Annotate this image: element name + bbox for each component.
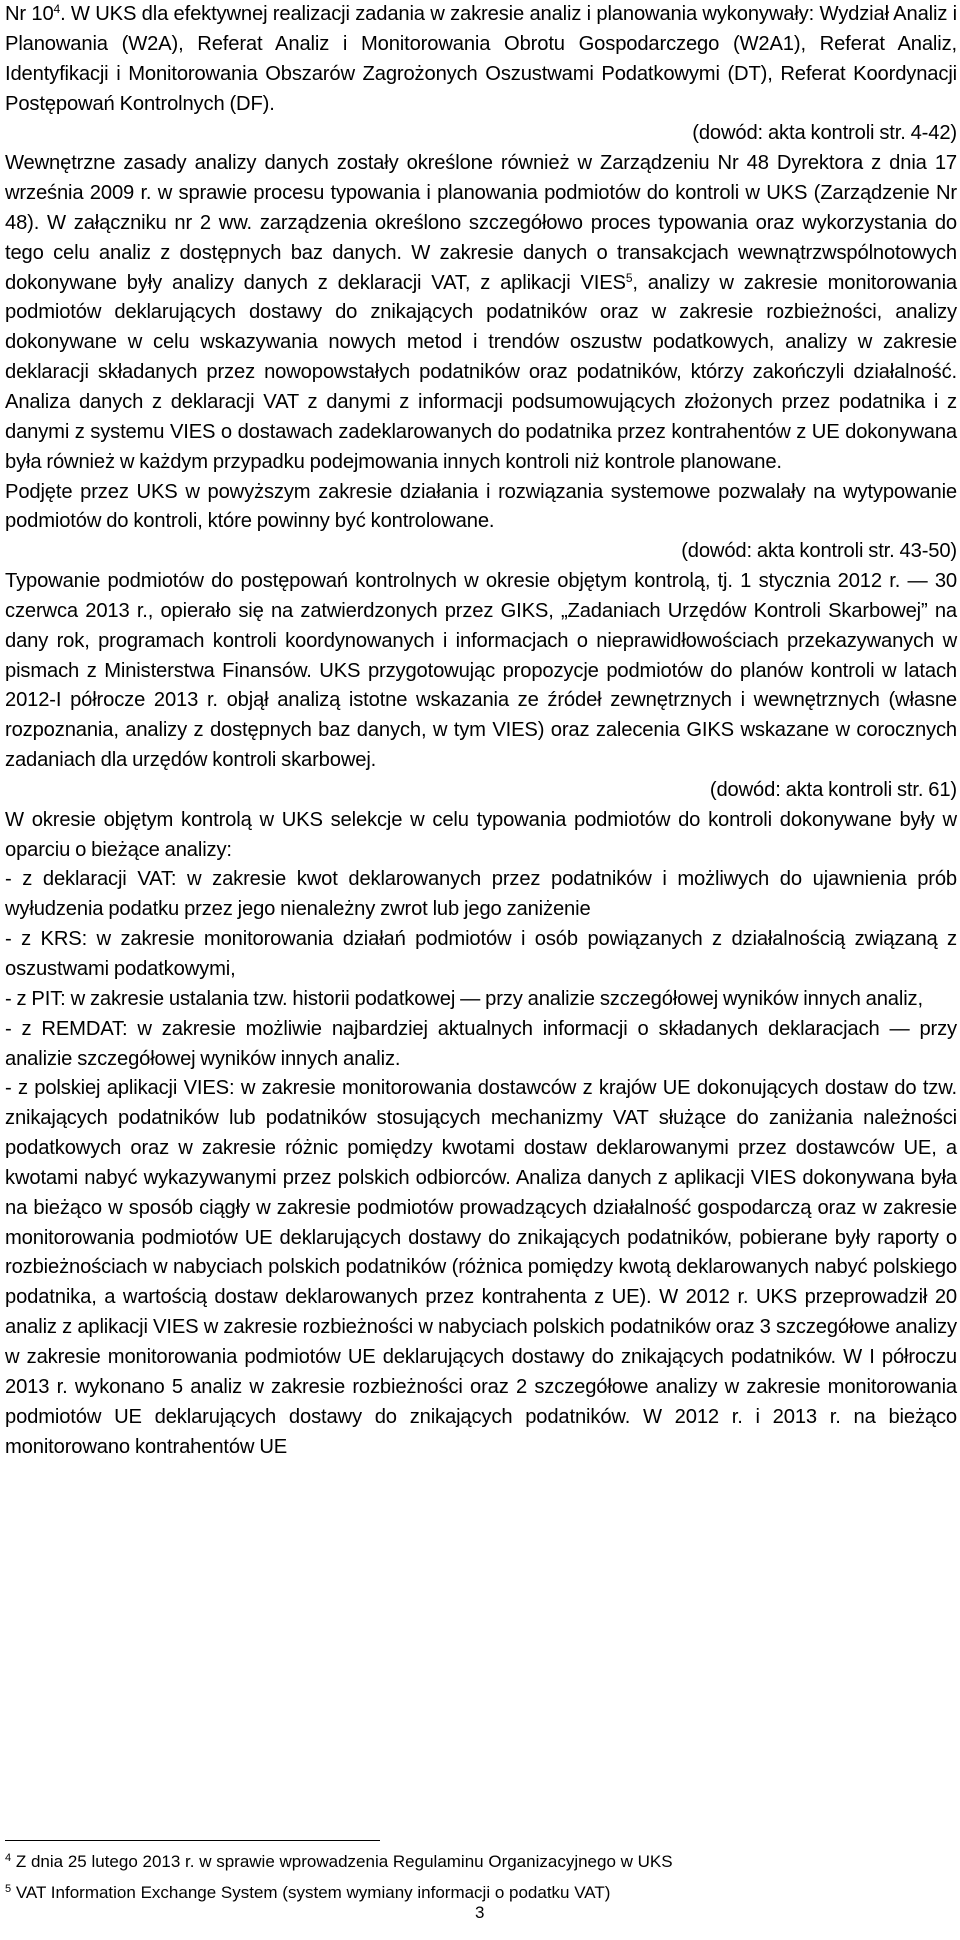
paragraph [5, 865, 957, 925]
footnote [5, 1846, 935, 1877]
footnote-separator [5, 1840, 380, 1841]
text-run: Nr 10 [5, 3, 54, 25]
evidence-reference [5, 776, 957, 806]
text-run: - z deklaracji VAT: w zakresie kwot deklarowanych przez podatników i możliwych do ujawnienia prób wyłudzenia podatku przez jego nienależny zwrot lub jego zaniżenie [5, 868, 957, 921]
text-run: Podjęte przez UKS w powyższym zakresie działania i rozwiązania systemowe pozwalały na wytypowanie podmiotów do kontroli, które powinny być kontrolowane. [5, 480, 957, 533]
footnote-marker: 4 [53, 2, 61, 16]
text-run: - z polskiej aplikacji VIES: w zakresie monitorowania dostawców z krajów UE dokonujących dostaw do tzw. znikających podatników lub podatników stosujących mechanizmy VAT służące do zaniżania należności podatkowych oraz w zakresie różnic pomiędzy kwotami dostaw deklarowanymi przez dostawców UE, a kwotami nabyć wykazywanymi przez polskich odbiorców. Analiza danych z aplikacji VIES dokonywana była na bieżąco w sposób ciągły w zakresie podmiotów prowadzących działalność gospodarczą oraz w zakresie monitorowania podmiotów UE deklarujących dostawy do znikających podatników, pobierane były raporty o rozbieżnościach w nabyciach polskich podatników (różnica pomiędzy kwotą deklarowanych nabyć polskiego podatnika, a wartością dostaw deklarowanych przez kontrahenta z UE). W 2012 r. UKS przeprowadził 20 analiz z aplikacji VIES w zakresie rozbieżności w nabyciach polskich podatników oraz 3 szczegółowe analizy w zakresie monitorowania podmiotów UE deklarujących dostawy do znikających podatników. W I półroczu 2013 r. wykonano 5 analiz w zakresie rozbieżności oraz 2 szczegółowe analizy w zakresie monitorowania podmiotów UE deklarujących dostawy do znikających podatników. W 2012 r. i 2013 r. na bieżąco monitorowano kontrahentów UE [5, 1077, 957, 1458]
document-body [5, 0, 957, 1462]
text-run: (dowód: akta kontroli str. 43-50) [681, 540, 957, 563]
text-run: - z PIT: w zakresie ustalania tzw. historii podatkowej — przy analizie szczegółowej wyników innych analiz, [5, 987, 923, 1010]
paragraph [5, 149, 957, 477]
footnote-marker: 5 [625, 270, 633, 285]
text-run: (dowód: akta kontroli str. 61) [709, 778, 957, 801]
text-run: - z KRS: w zakresie monitorowania działań podmiotów i osób powiązanych z działalnością związaną z oszustwami podatkowymi, [5, 928, 957, 980]
paragraph [5, 567, 957, 776]
text-run: Wewnętrzne zasady analizy danych zostały określone również w Zarządzeniu Nr 48 Dyrektora z dnia 17 września 2009 r. w sprawie procesu typowania i planowania podmiotów do kontroli w UKS (Zarządzenie Nr 48). W załączniku nr 2 ww. zarządzenia określono szczegółowo proces typowania oraz wykorzystania do tego celu analiz z dostępnych baz danych. W zakresie danych o transakcjach wewnątrzwspólnotowych dokonywane były analizy danych z deklaracji VAT, z aplikacji VIES [5, 152, 957, 294]
paragraph [5, 1015, 957, 1075]
text-run: , analizy w zakresie monitorowania podmiotów deklarujących dostawy do znikających podatników oraz w zakresie rozbieżności, analizy dokonywane w celu wskazywania nowych metod i trendów oszustw podatkowych, analizy w zakresie deklaracji składanych przez nowopowstałych podatników oraz podatników, którzy zakończyli działalność. Analiza danych z deklaracji VAT z danymi z informacji podsumowujących złożonych przez podatnika i z danymi z systemu VIES o dostawach zadeklarowanych do podatnika przez kontrahentów z UE dokonywana była również w każdym przypadku podejmowania innych kontroli niż kontrole planowane. [5, 271, 957, 473]
text-run: W okresie objętym kontrolą w UKS selekcje w celu typowania podmiotów do kontroli dokonywane były w oparciu o bieżące analizy: [5, 808, 957, 861]
paragraph [5, 925, 957, 985]
footnote-text: Z dnia 25 lutego 2013 r. w sprawie wprowadzenia Regulaminu Organizacyjnego w UKS [11, 1852, 673, 1871]
text-run: . W UKS dla efektywnej realizacji zadania w zakresie analiz i planowania wykonywały: Wydział Analiz i Planowania (W2A), Referat Analiz i Monitorowania Obrotu Gospodarczego (W2A1), Referat Analiz, Identyfikacji i Monitorowania Obszarów Zagrożonych Oszustwami Podatkowymi (DT), Referat Koordynacji Postępowań Kontrolnych (DF). [5, 3, 957, 115]
paragraph [5, 478, 957, 538]
paragraph [5, 806, 957, 866]
paragraph [5, 0, 957, 119]
footnote-number: 5 [5, 1883, 12, 1895]
text-run: (dowód: akta kontroli str. 4-42) [692, 122, 957, 145]
evidence-reference [5, 119, 957, 149]
paragraph [5, 1074, 957, 1462]
footnote [5, 1877, 935, 1908]
page-number: 3 [475, 1903, 485, 1922]
footnote-text: VAT Information Exchange System (system wymiany informacji o podatku VAT) [11, 1883, 611, 1902]
text-run: Typowanie podmiotów do postępowań kontrolnych w okresie objętym kontrolą, tj. 1 stycznia 2012 r. — 30 czerwca 2013 r., opierało się na zatwierdzonych przez GIKS, „Zadaniach Urzędów Kontroli Skarbowej” na dany rok, programach kontroli koordynowanych i informacjach o nieprawidłowościach przekazywanych w pismach z Ministerstwa Finansów. UKS przygotowując propozycje podmiotów do planów kontroli w latach 2012-I półrocze 2013 r. objął analizą istotne wskazania ze źródeł zewnętrznych i wewnętrznych (własne rozpoznania, analizy z dostępnych baz danych, w tym VIES) oraz zalecenia GIKS wskazane w corocznych zadaniach dla urzędów kontroli skarbowej. [5, 570, 957, 772]
paragraph [5, 985, 957, 1015]
footnotes [5, 1846, 935, 1908]
footnote-number: 4 [5, 1852, 12, 1864]
evidence-reference [5, 537, 957, 567]
text-run: - z REMDAT: w zakresie możliwie najbardziej aktualnych informacji o składanych deklaracjach — przy analizie szczegółowej wyników innych analiz. [5, 1017, 957, 1070]
